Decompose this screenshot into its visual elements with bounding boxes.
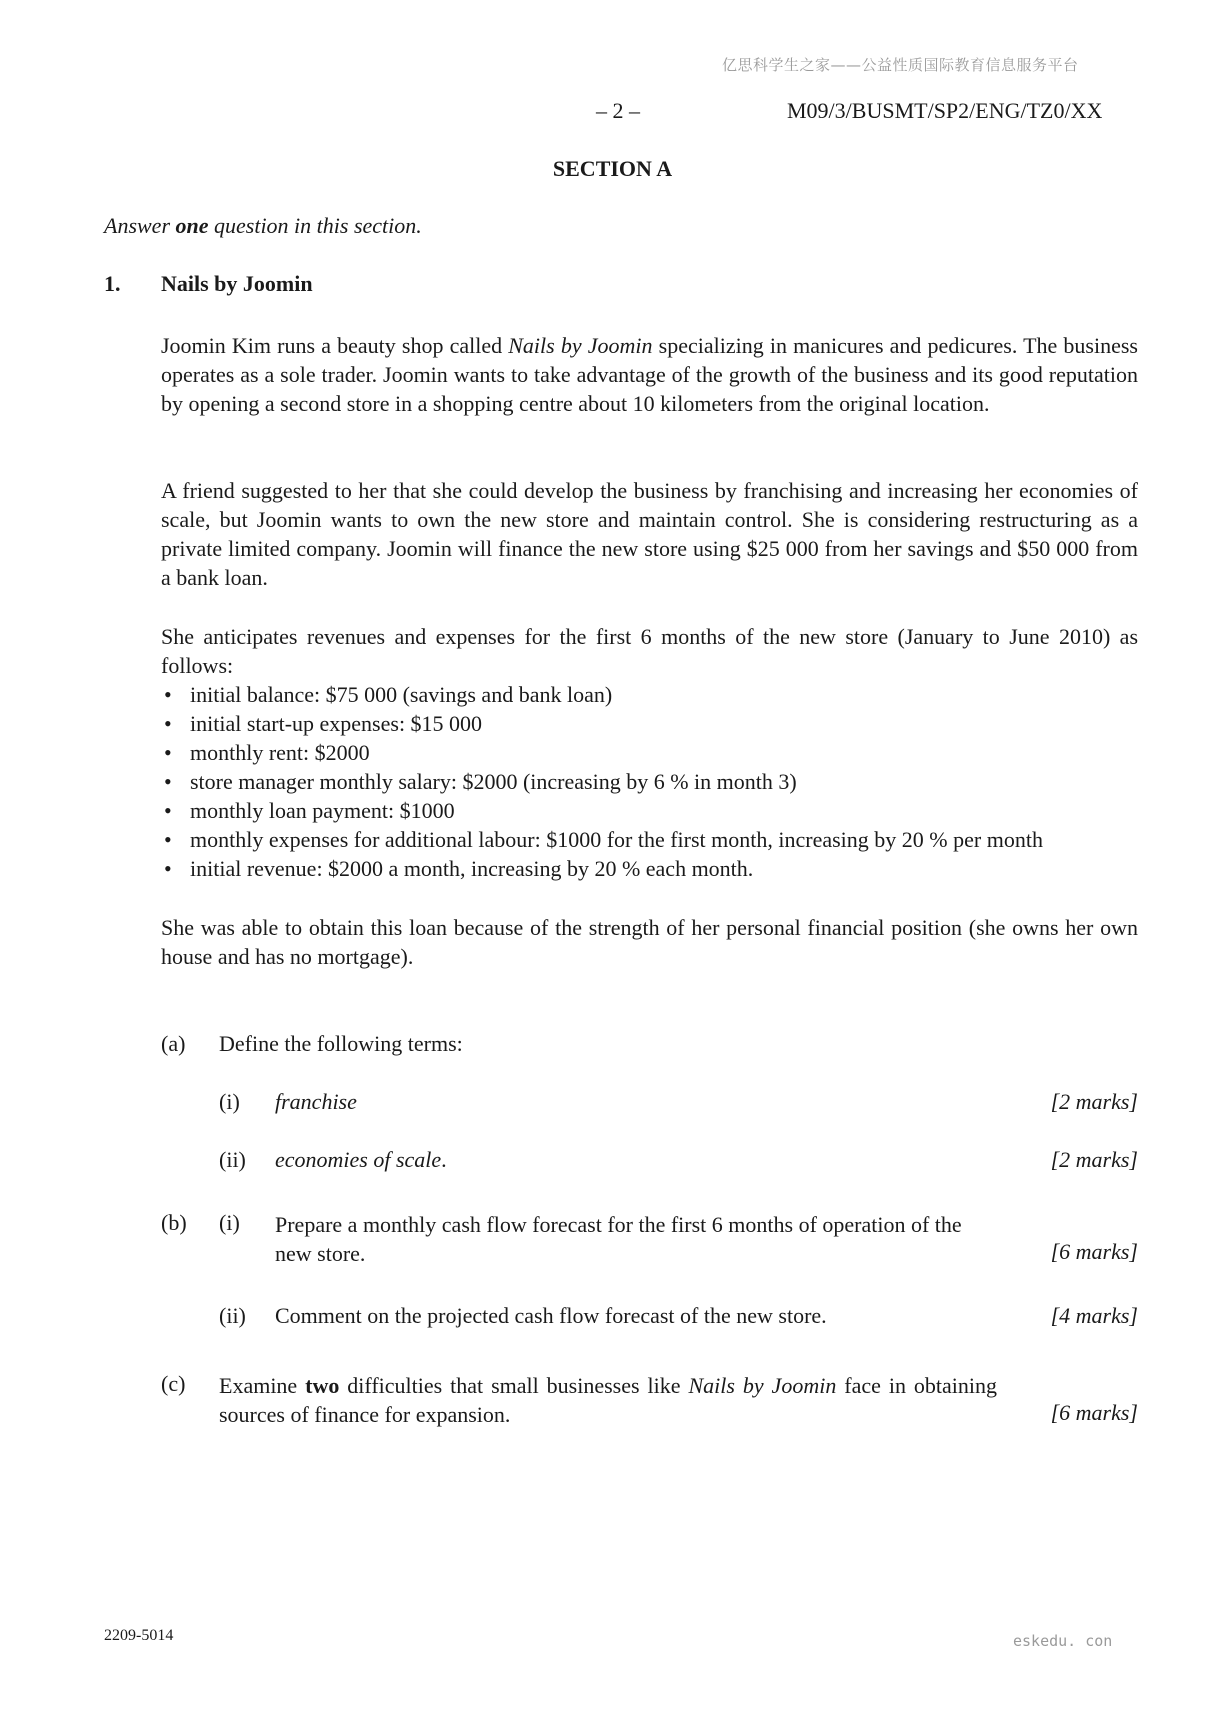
para1-before: Joomin Kim runs a beauty shop called xyxy=(161,333,509,358)
paragraph-2: A friend suggested to her that she could develop the business by franchising and increasing her economies of scale, but Joomin wants to own the new store and maintain control. She is considering restructuring as a private limited company. Joomin will finance the new store using $25 000 from her savings and $50 000 from a bank loan. xyxy=(161,478,1138,590)
part-b-ii-text: Comment on the projected cash flow forecast of the new store. xyxy=(275,1303,827,1328)
bullet-item: • initial revenue: $2000 a month, increasing by 20 % each month. xyxy=(164,856,754,881)
part-a-i-term: franchise xyxy=(275,1089,357,1114)
instruction-before: Answer xyxy=(104,213,176,238)
part-a-i-marks: [2 marks] xyxy=(1050,1089,1138,1114)
part-a-ii-text xyxy=(275,1147,447,1173)
bullet-dot-icon: • xyxy=(164,798,172,823)
watermark-header: 亿思科学生之家——公益性质国际教育信息服务平台 xyxy=(722,56,1079,74)
instruction xyxy=(104,213,422,239)
part-a-i-label: (i) xyxy=(219,1089,240,1114)
bullet-dot-icon: • xyxy=(164,769,172,794)
question-title: Nails by Joomin xyxy=(161,271,313,296)
footer-watermark: eskedu. con xyxy=(1013,1632,1113,1650)
part-b-label: (b) xyxy=(161,1210,187,1235)
part-a-ii-label: (ii) xyxy=(219,1147,246,1172)
part-c-text: Examine two difficulties that small businesses like Nails by Joomin face in obtaining sources of finance for expansion. xyxy=(219,1373,997,1427)
bullet-dot-icon: • xyxy=(164,740,172,765)
part-a-label: (a) xyxy=(161,1031,186,1056)
part-c-marks: [6 marks] xyxy=(1050,1400,1138,1425)
para1-after: specializing in manicures and pedicures. The business operates as a sole trader. Joomin wants to take advantage of the growth of the business and its good reputation by opening a second store in a shopping centre about 10 kilometers from the original location. xyxy=(161,333,1138,416)
paragraph-4: She was able to obtain this loan because of the strength of her personal financial position (she owns her own house and has no mortgage). xyxy=(161,915,1138,969)
bullet-item: • monthly rent: $2000 xyxy=(164,740,370,765)
part-a-text: Define the following terms: xyxy=(219,1031,463,1056)
para1-italic: Nails by Joomin xyxy=(508,333,653,358)
page-number: – 2 – xyxy=(596,98,640,123)
section-title: SECTION A xyxy=(552,156,673,181)
bullet-item: • monthly expenses for additional labour: $1000 for the first month, increasing by 20 % per month xyxy=(164,827,1043,852)
bullet-item: • initial balance: $75 000 (savings and bank loan) xyxy=(164,682,613,707)
paragraph-3: She anticipates revenues and expenses for the first 6 months of the new store (January to June 2010) as follows: xyxy=(161,624,1138,678)
instruction-bold: one xyxy=(175,213,209,238)
paragraph-1 xyxy=(161,331,1138,418)
part-b-ii-marks: [4 marks] xyxy=(1050,1303,1138,1328)
document-code: M09/3/BUSMT/SP2/ENG/TZ0/XX xyxy=(787,98,1103,123)
part-a-ii-marks: [2 marks] xyxy=(1050,1147,1138,1172)
part-a-ii-suffix: . xyxy=(441,1147,447,1172)
part-b-ii-label: (ii) xyxy=(219,1303,246,1328)
part-a-ii-term: economies of scale xyxy=(275,1147,442,1172)
bullet-item: • store manager monthly salary: $2000 (increasing by 6 % in month 3) xyxy=(164,769,797,794)
part-b-i-marks: [6 marks] xyxy=(1050,1239,1138,1264)
bullet-dot-icon: • xyxy=(164,682,172,707)
bullet-item: • initial start-up expenses: $15 000 xyxy=(164,711,483,736)
bullet-list xyxy=(161,680,1138,883)
footer-code: 2209-5014 xyxy=(104,1627,174,1644)
bullet-dot-icon: • xyxy=(164,827,172,852)
bullet-dot-icon: • xyxy=(164,711,172,736)
part-b-i-label: (i) xyxy=(219,1210,240,1235)
bullet-dot-icon: • xyxy=(164,856,172,881)
instruction-after: question in this section. xyxy=(208,213,422,238)
part-b-i-text: Prepare a monthly cash flow forecast for the first 6 months of operation of the new store. xyxy=(275,1212,962,1266)
part-c-label: (c) xyxy=(161,1371,186,1396)
question-number: 1. xyxy=(104,271,121,296)
bullet-item: • monthly loan payment: $1000 xyxy=(164,798,455,823)
